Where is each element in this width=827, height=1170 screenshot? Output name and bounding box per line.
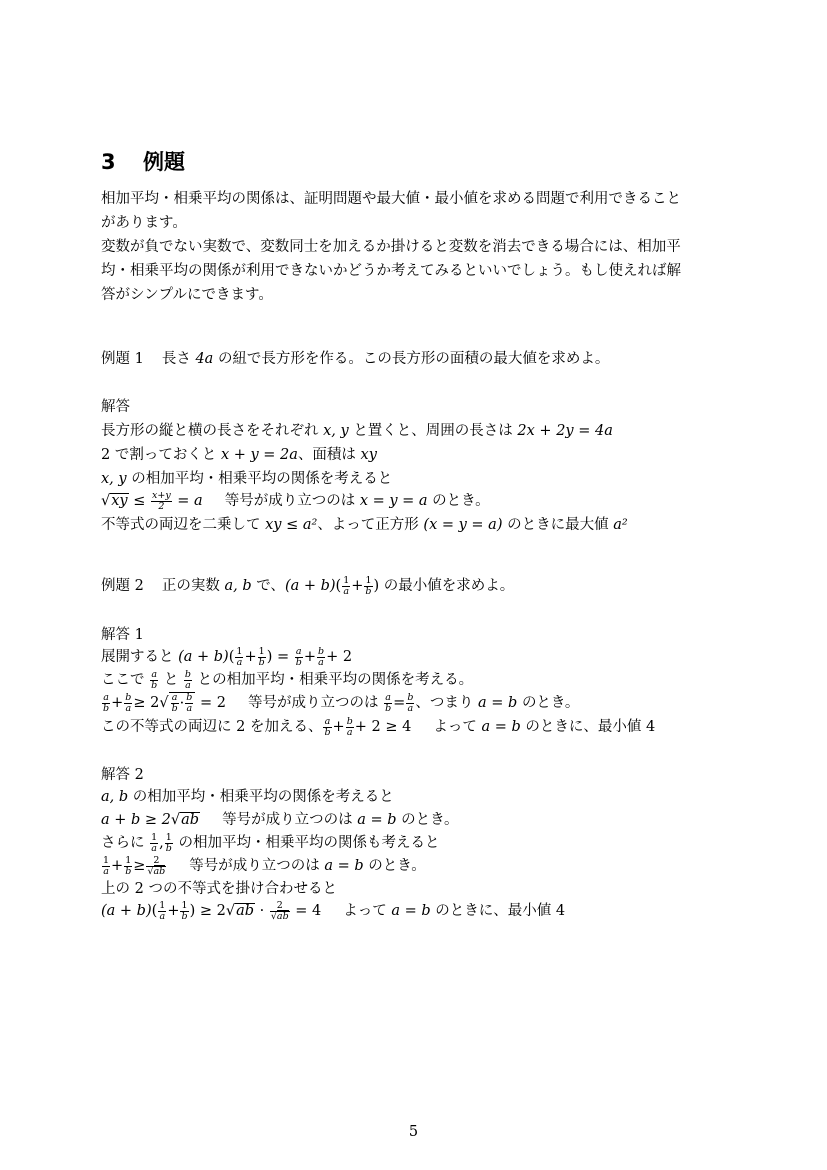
radicand: ab — [181, 812, 200, 828]
text: の相加平均・相乗平均の関係を考えると — [132, 789, 394, 805]
text: と置くと、周囲の長さは — [353, 423, 513, 439]
section-heading — [101, 146, 185, 176]
text: のとき。 — [401, 812, 459, 828]
example2-line: (a + b)( $\frac{1}{a}$ + $\frac{1}{b}$ ) ≥ 2√ab · $\frac{2}{√ab}$ = 4 よって a = b のときに、最小値 4 — [101, 899, 566, 922]
intro-line: があります。 — [101, 215, 187, 231]
denominator: 2 — [158, 500, 165, 512]
math: 4a — [195, 351, 214, 367]
math: = 2 — [199, 695, 226, 711]
math: ≤ — [133, 493, 146, 509]
text: 等号が成り立つのは — [189, 858, 320, 874]
text: 、つまり — [415, 695, 474, 711]
fraction-1-over-b: $\frac{1}{b}$ — [365, 574, 372, 597]
text: この不等式の両辺に 2 を加える、 — [101, 719, 323, 735]
math: a = b — [391, 903, 431, 919]
example1-line — [101, 513, 628, 537]
text: との相加平均・相乗平均の関係を考える。 — [197, 672, 474, 688]
example1-answer-label: 解答 — [101, 399, 130, 415]
text: で、 — [256, 578, 285, 594]
example2-line: a + b ≥ 2√ab 等号が成り立つのは a = b のとき。 — [101, 812, 459, 828]
example2-line: この不等式の両辺に 2 を加える、 $\frac{a}{b}$ + $\frac{b}{a}$ + 2 ≥ 4 よって a = b のときに、最小値 4 — [101, 715, 656, 738]
intro-line: 答がシンプルにできます。 — [101, 287, 273, 303]
example2-line: $\frac{a}{b}$ + $\frac{b}{a}$ ≥ 2√ $\frac{a}{b}$ · $\frac{b}{a}$ = 2 等号が成り立つのは $\frac{a}{b}$ = $\frac{b}{a}$ 、つまり a = b のとき。 — [103, 691, 580, 714]
math: ≥ 2 — [199, 903, 226, 919]
text: 等号が成り立つのは — [224, 493, 356, 509]
math: (a + b) — [284, 578, 336, 594]
text: のとき。 — [521, 695, 580, 711]
text: さらに — [101, 835, 145, 851]
text: 、面積は — [297, 447, 356, 463]
text: のとき。 — [432, 493, 490, 509]
math: a + b ≥ 2 — [101, 812, 171, 828]
math: x, y — [101, 471, 127, 487]
text: のとき。 — [368, 858, 426, 874]
math: a = b — [481, 719, 521, 735]
text: 、よって正方形 — [317, 517, 419, 533]
math: x + y = 2a — [220, 447, 298, 463]
text: 長方形の縦と横の長さをそれぞれ — [101, 423, 319, 439]
text: 等号が成り立つのは — [222, 812, 353, 828]
example1-line — [101, 443, 377, 467]
intro-line: 相加平均・相乗平均の関係は、証明問題や最大値・最小値を求める問題で利用できること — [101, 191, 681, 207]
text: 正の実数 — [161, 578, 220, 594]
text: と — [163, 672, 179, 688]
text: のときに、最小値 4 — [435, 903, 566, 919]
text: よって — [343, 903, 387, 919]
math: xy ≤ a² — [265, 517, 318, 533]
text: の相加平均・相乗平均の関係も考えると — [178, 835, 440, 851]
text: の相加平均・相乗平均の関係を考えると — [131, 471, 393, 487]
math: x = y = a — [359, 493, 428, 509]
text: の紐で長方形を作る。この長方形の面積の最大値を求めよ。 — [217, 351, 610, 367]
text: 2 で割っておくと — [101, 447, 217, 463]
example2-line — [101, 785, 394, 809]
math: + 2 ≥ 4 — [354, 719, 412, 735]
math: = 4 — [295, 903, 322, 919]
example2-line: 展開すると (a + b)( $\frac{1}{a}$ + $\frac{1}{b}$ ) = $\frac{a}{b}$ + $\frac{b}{a}$ + 2 — [101, 645, 353, 668]
math: a, b — [101, 789, 129, 805]
text: ここで — [101, 672, 145, 688]
text: のときに最大値 — [507, 517, 609, 533]
math: a = b — [478, 695, 518, 711]
math: a² — [613, 517, 628, 533]
example2-label: 例題 2 — [101, 578, 144, 594]
example1-line — [101, 489, 490, 513]
radicand: xy — [111, 493, 128, 509]
text: のときに、最小値 4 — [525, 719, 656, 735]
text: よって — [433, 719, 477, 735]
example2-answer1-label: 解答 1 — [101, 627, 144, 643]
math: = a — [177, 493, 203, 509]
math: a, b — [224, 578, 252, 594]
example2-line: 上の 2 つの不等式を掛け合わせると — [101, 881, 337, 897]
example2-problem: 例題 2 正の実数 a, b で、(a + b)( $\frac{1}{a}$ + $\frac{1}{b}$ ) の最小値を求めよ。 — [101, 574, 515, 597]
intro-line: 均・相乗平均の関係が利用できないかどうか考えてみるといいでしょう。もし使えれば解 — [101, 263, 681, 279]
example1-line — [101, 419, 613, 443]
text: 展開すると — [101, 649, 174, 665]
example1-label: 例題 1 — [101, 351, 144, 367]
text: 不等式の両辺を二乗して — [101, 517, 261, 533]
radicand: ab — [236, 903, 255, 919]
section-title: 例題 — [143, 150, 185, 174]
math: x, y — [323, 423, 349, 439]
example2-line: さらに $\frac{1}{a}$ , $\frac{1}{b}$ の相加平均・相乗平均の関係も考えると — [101, 831, 440, 854]
page-number: 5 — [408, 1124, 419, 1140]
math: 2x + 2y = 4a — [517, 423, 613, 439]
example1-line — [101, 467, 392, 491]
math: a = b — [324, 858, 364, 874]
intro-line: 変数が負でない実数で、変数同士を加えるか掛けると変数を消去できる場合には、相加平 — [101, 239, 681, 255]
sqrt: √xy — [101, 493, 128, 509]
math: a = b — [357, 812, 397, 828]
fraction-1-over-a: $\frac{1}{a}$ — [343, 574, 350, 597]
section-number: 3 — [101, 150, 116, 174]
fraction — [151, 491, 172, 512]
math: xy — [360, 447, 377, 463]
numerator: x+y — [152, 489, 171, 501]
math: (x = y = a) — [423, 517, 503, 533]
text: の最小値を求めよ。 — [383, 578, 515, 594]
example2-line: ここで $\frac{a}{b}$ と $\frac{b}{a}$ との相加平均・相乗平均の関係を考える。 — [101, 668, 474, 691]
text: 長さ — [161, 351, 191, 367]
math: (a + b) — [101, 903, 152, 919]
example1-problem — [101, 347, 609, 371]
text: 等号が成り立つのは — [247, 695, 379, 711]
example2-line: $\frac{1}{a}$ + $\frac{1}{b}$ ≥ $\frac{2}{√ab}$ 等号が成り立つのは a = b のとき。 — [103, 854, 426, 877]
example2-answer2-label: 解答 2 — [101, 767, 144, 783]
